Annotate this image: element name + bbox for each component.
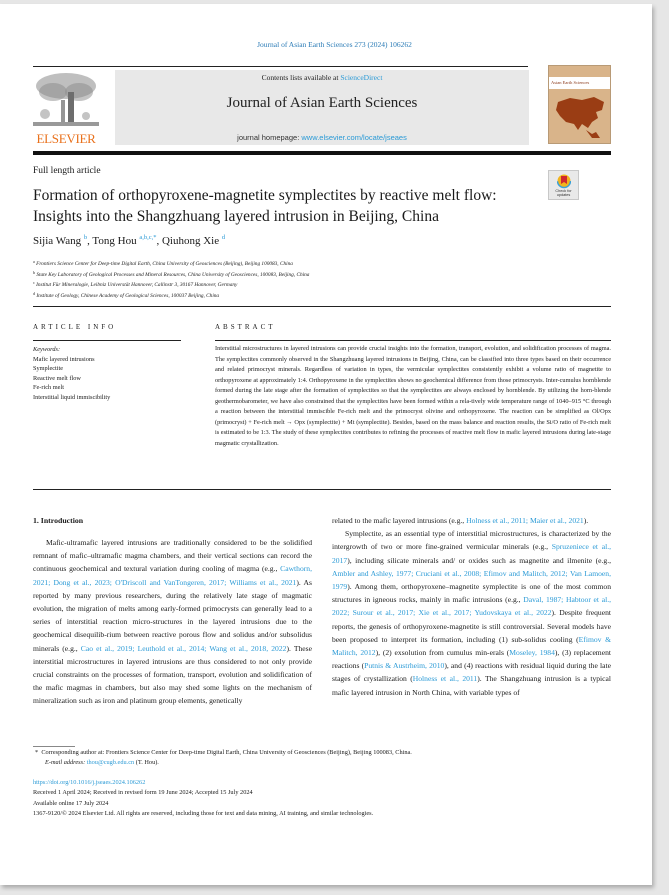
author-name[interactable]: Sijia Wang [33, 235, 82, 247]
affiliations [33, 258, 309, 300]
keyword: Mafic layered intrusions [33, 355, 95, 363]
author-affil-link[interactable]: a,b,c,* [139, 234, 157, 241]
citation-link[interactable]: Holness et al., 2011 [412, 674, 478, 684]
article-info-heading: ARTICLE INFO [33, 323, 117, 331]
asia-map-icon [552, 94, 608, 140]
keywords-list [33, 345, 110, 402]
abstract-heading: ABSTRACT [215, 323, 276, 331]
check-for-updates-button[interactable] [548, 170, 579, 200]
available-online: Available online 17 July 2024 [33, 799, 109, 807]
article-info-rule [33, 340, 181, 341]
abstract-rule [215, 340, 611, 341]
citation-link[interactable]: Cawthorn, 2021; Dong et al., 2023; O'Driscoll and VanTongeren, 2017; Williams et al., 2021 [33, 564, 312, 587]
author-name[interactable]: Qiuhong Xie [161, 235, 220, 247]
journal-header-box [115, 70, 529, 145]
article-info-top-rule [33, 306, 611, 307]
paragraph: Mafic-ultramafic layered intrusions are traditionally considered to be the solidified remnant of mafic–ultramafic magma chambers, and their vertical sections can record the continuous geochemical and textural variation during cooling of magma (e.g., Cawthorn, 2021; Dong et al., 2023; O'Driscoll and VanTongeren, 2017; Williams et al., 2021). As reported by many previous researchers, during the relatively late stage of magmatic evolution, the migration of melts among early-formed primocrysts can generally lead to a series of interstitial reaction micro-structures in the layered intrusions due to the geochemical disequilib-rium between reactive porous flow and solidus and/or subsolidus minerals (e.g., Cao et al., 2019; Leuthold et al., 2014; Wang et al., 2018, 2022). These interstitial microstructures in layered intrusions are thus considered to not only provide crucial constraints on the processes of formation, transport, evolution and solidification of the mafic magmas in chambers, but also may shed some lights on the mechanism of mineralization such as iron and platinum group elements, genetically [33, 538, 312, 706]
body-column-left [33, 536, 312, 708]
corresponding-author-footnote: * Corresponding author at: Frontiers Science Center for Deep-time Digital Earth, China University of Geosciences (Beijing), Beijing 100083, China. E-mail address: thou@cugb.edu.cn (T. Hou). [35, 749, 412, 766]
check-updates-label: Check for updates [555, 189, 572, 197]
journal-reference[interactable]: Journal of Asian Earth Sciences 273 (2024) 106262 [257, 40, 412, 49]
keyword: Interstitial liquid immiscibility [33, 393, 111, 401]
affiliation: $^b$ State Key Laboratory of Geological Processes and Mineral Resources, China University of Geosciences, 100083, Beijing, China [33, 269, 310, 278]
citation-link[interactable]: Holness et al., 2011; Maier et al., 2021 [466, 516, 584, 525]
citation-link[interactable]: Efimov & Malitch, 2012 [332, 634, 611, 658]
received-dates: Received 1 April 2024; Received in revised form 19 June 2024; Accepted 15 July 2024 [33, 789, 253, 797]
copyright: 1367-9120/© 2024 Elsevier Ltd. All rights are reserved, including those for text and data mining, AI training, and similar technologies. [33, 809, 374, 817]
publication-info [33, 778, 373, 819]
journal-cover-image[interactable] [548, 65, 611, 144]
paragraph: Symplectite, as an essential type of interstitial microstructures, is characterized by the intergrowth of two or more fine-grained vermicular minerals (e.g., Spruzeniece et al., 2017), including silicate minerals and/ or oxides such as magnetite and ilmenite (e.g., Ambler and Ashley, 1977; Cruciani et al., 2008; Efimov and Malitch, 2012; Van Lamoen, 1979). Among them, orthopyroxene–magnetite symplectite is one of the most common structures in igneous rocks, mainly in mafic intrusions (e.g., Daval, 1987; Habtoor et al., 2022; Surour et al., 2017; Xie et al., 2017; Yudovskaya et al., 2022). Despite frequent reports, the genesis of orthopyroxene-magnetite is still controversial. Several models have been proposed to interpret its formation, including (1) sub-solidus cooling (Efimov & Malitch, 2012), (2) exsolution from cumulus min-erals (Moseley, 1984), (3) replacement reactions (Putnis & Austrheim, 2010), and (4) reactions with residual liquid during the late stages of crystallization (Holness et al., 2011). The Shangzhuang intrusion is a typical mafic layered intrusion in North China, with variable types of [332, 529, 612, 697]
citation-link[interactable]: Spruzeniece et al., 2017 [332, 542, 611, 565]
citation-link[interactable]: Moseley, 1984 [509, 648, 555, 658]
journal-title: Journal of Asian Earth Sciences [226, 95, 418, 111]
email-link[interactable]: thou@cugb.edu.cn [86, 759, 135, 766]
article-title: Formation of orthopyroxene-magnetite symplectites by reactive melt flow: Insights into the Shangzhuang layered intrusion in Beijing, China [33, 187, 497, 225]
author-affil-link[interactable]: b [83, 234, 88, 241]
author-affil-link[interactable]: d [221, 234, 226, 241]
affiliation: $^d$ Institute of Geology, Chinese Academy of Geological Sciences, 100037 Beijing, China [33, 290, 220, 299]
citation-link[interactable]: Cao et al., 2019; Leuthold et al., 2014; Wang et al., 2018, 2022 [80, 643, 287, 653]
citation-link[interactable]: Putnis & Austrheim, 2010 [364, 661, 445, 671]
abstract-bottom-rule [33, 489, 611, 490]
header-top-rule [33, 66, 528, 67]
author-name[interactable]: Tong Hou [92, 235, 137, 247]
journal-homepage: journal homepage: www.elsevier.com/locate/jseaes [237, 133, 407, 142]
paragraph: related to the mafic layered intrusions (e.g., Holness et al., 2011; Maier et al., 2021). [332, 516, 589, 525]
author-list: Sijia Wang $^b$, Tong Hou $^{a,b,c,*}$, Qiuhong Xie $^d$ [33, 234, 226, 247]
footnote-separator [33, 746, 75, 747]
keyword: Reactive melt flow [33, 374, 81, 382]
homepage-link[interactable]: www.elsevier.com/locate/jseaes [301, 133, 407, 142]
article-type: Full length article [33, 166, 101, 176]
citation-link[interactable]: Daval, 1987; Habtoor et al., 2022; Surour et al., 2017; Xie et al., 2017; Yudovskaya et al., 2022 [332, 595, 612, 618]
contents-line: Contents lists available at ScienceDirect [261, 73, 383, 82]
affiliation: $^a$ Frontiers Science Center for Deep-time Digital Earth, China University of Geosciences (Beijing), Beijing 100083, China [33, 259, 293, 267]
citation-link[interactable]: Ambler and Ashley, 1977; Cruciani et al., 2008; Efimov and Malitch, 2012; Van Lamoen, 1979 [332, 568, 611, 592]
abstract-text: Interstitial microstructures in layered intrusions can provide crucial insights into the formation, transport, evolution, and solidification processes of magma. The symplectites commonly observed in the Shangzhuang layered intrusions in Beijing, China, can be classified into three types based on their occurrence and related primocryst minerals. Regardless of variation in types, the vermicular symplectites consistently exhibit a volume ratio of magnetite to orthopyroxene at approximately 1:4. Orthopyroxene in the symplectites shows no geochemical difference from those primocrysts. Inter-cumulus hornblende formed during the late stage after the formation of symplectites so that the symplectites are always enclosed by hornblende. By utilizing the horn-blende geothermobarometer, we have also constrained that the symplectites have been formed within a rela-tively wide temperature range of 1040–915 °C through a reaction between the interstitial immiscible Fe-rich melt and the primocryst olivine and orthopyroxene. The reaction can be simplified as Ol/Opx (primocryst) + Fe-rich melt → Opx (symplectite) + Mt (symplectite). Besides, based on the mass balance and reaction results, the Si/O ratio of Fe-rich melt is estimated to be 1:3. The study of these symplectites contributes to refining the processes of reactive melt flow in mafic layered intrusions during late-stage magmatic crystallization. [215, 345, 611, 447]
introduction-heading: 1. Introduction [33, 516, 84, 525]
body-column-right [332, 514, 611, 699]
keyword: Fe-rich melt [33, 384, 64, 391]
keywords-label: Keywords: [33, 346, 61, 353]
sciencedirect-link[interactable]: ScienceDirect [340, 73, 383, 82]
cover-title: Asian Earth Sciences [551, 80, 590, 85]
check-updates-icon [557, 173, 571, 189]
keyword: Symplectite [33, 365, 64, 372]
affiliation: $^c$ Institut Für Mineralogie, Leibniz Universtät Hannover, Callinstr 3, 30167 Hannover, Germany [33, 280, 238, 288]
elsevier-wordmark[interactable]: ELSEVIER [36, 131, 96, 146]
header-bottom-rule [33, 151, 611, 155]
doi-link[interactable]: https://doi.org/10.1016/j.jseaes.2024.106262 [33, 779, 146, 786]
